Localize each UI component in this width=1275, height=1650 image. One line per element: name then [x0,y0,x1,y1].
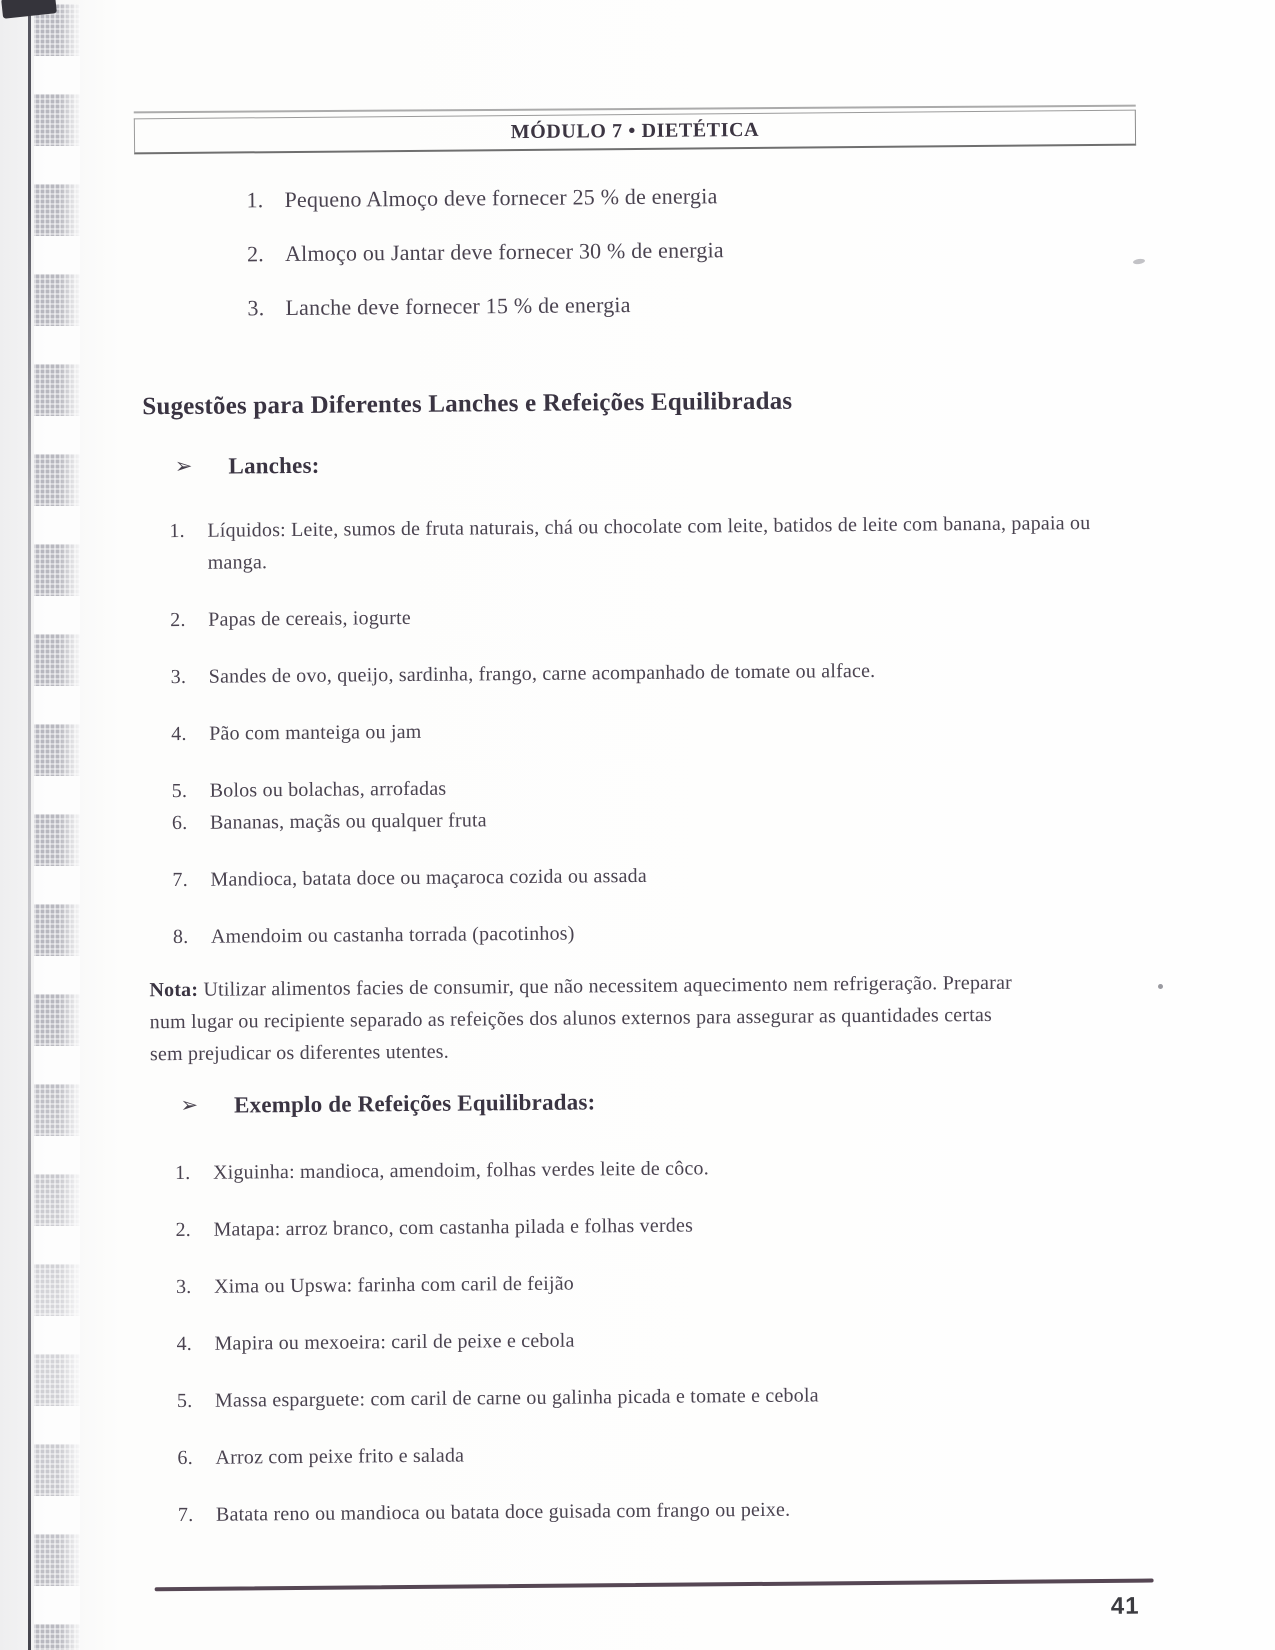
list-item [172,799,1097,839]
list-item-number: 2. [175,1218,192,1242]
list-item-text: Pequeno Almoço deve fornecer 25 % de energia [284,183,718,213]
arrow-bullet-icon: ➢ [180,1092,199,1117]
list-item [170,596,1095,636]
list-item-text: Pão com manteiga ou jam [209,720,422,745]
list-item-text: Almoço ou Jantar deve fornecer 30 % de energia [284,237,724,267]
list-item-number: 7. [172,868,188,892]
list-item-text: Papas de cereais, iogurte [208,606,411,631]
list-item [176,1263,1101,1303]
list-item-number: 2. [246,241,265,267]
list-item-number: 8. [172,925,189,949]
nota-line: num lugar ou recipiente separado as refeições dos alunos externos para assegurar as quantidades certas [149,1003,993,1034]
lanches-heading-label: Lanches: [228,452,320,479]
list-item-number: 5. [171,779,188,803]
list-item-text: Arroz com peixe frito e salada [215,1444,465,1469]
list-item-number: 4. [171,722,187,746]
nota-label: Nota: [149,978,199,1002]
list-item [247,233,1087,267]
list-item-text: Lanche deve fornecer 15 % de energia [285,292,631,321]
list-item-text: Batata reno ou mandioca ou batata doce guisada com frango ou peixe. [215,1498,791,1526]
list-item [247,287,1087,321]
list-item [175,1149,1100,1189]
list-item-number: 7. [177,1503,194,1527]
footer-rule [155,1579,1154,1592]
list-item [171,653,1096,693]
list-item-text: Matapa: arroz branco, com castanha pilada e folhas verdes [213,1214,694,1241]
energy-distribution-list [246,179,1087,348]
list-item-text: Bolos ou bolachas, arrofadas [209,777,447,802]
nota-paragraph [149,966,1110,1070]
list-item-text: Mandioca, batata doce ou maçaroca cozida ou assada [210,864,648,891]
list-item [172,856,1097,896]
page-number: 41 [1110,1592,1140,1620]
list-item-number: 3. [247,295,265,321]
lanches-list [169,507,1098,978]
arrow-bullet-icon: ➢ [174,453,193,479]
list-item [169,507,1095,579]
list-item-text: Xiguinha: mandioca, amendoim, folhas verdes leite de côco. [212,1157,709,1184]
list-item-number: 5. [176,1389,193,1413]
list-item-text: Líquidos: Leite, sumos de fruta naturais, chá ou chocolate com leite, batidos de leite com banana, papaia ou manga. [207,512,1091,574]
section-title: Sugestões para Diferentes Lanches e Refeições Equilibradas [142,387,793,421]
list-item [171,710,1096,750]
list-item-number: 1. [169,519,185,543]
page-title: MÓDULO 7 • DIETÉTICA [510,118,760,144]
list-item [177,1434,1102,1474]
list-item-number: 1. [174,1161,191,1185]
list-item-number: 4. [176,1332,193,1356]
exemplo-list [175,1149,1103,1556]
list-item [175,1206,1100,1246]
list-item [246,179,1086,213]
list-item-number: 6. [177,1446,194,1470]
exemplo-heading-label: Exemplo de Refeições Equilibradas: [233,1089,596,1118]
list-item-text: Massa esparguete: com caril de carne ou galinha picada e tomate e cebola [214,1384,819,1412]
list-item-number: 6. [171,811,188,835]
list-item-text: Sandes de ovo, queijo, sardinha, frango, carne acompanhado de tomate ou alface. [208,659,876,688]
list-item [173,913,1098,953]
list-item [177,1377,1102,1417]
list-item-number: 3. [175,1275,192,1299]
nota-line: sem prejudicar os diferentes utentes. [149,1040,450,1066]
list-item [176,1320,1101,1360]
list-item-text: Mapira ou mexoeira: caril de peixe e cebola [214,1329,575,1355]
list-item-text: Bananas, maçãs ou qualquer fruta [209,809,487,834]
header-box [134,110,1136,155]
list-item-number: 2. [170,608,186,632]
exemplo-heading [180,1089,595,1119]
list-item-number: 1. [246,187,264,213]
nota-text: Utilizar alimentos facies de consumir, que não necessitem aquecimento nem refrigeração. Preparar [203,971,1013,1001]
list-item-number: 3. [170,665,187,689]
lanches-heading [175,453,320,480]
list-item [178,1491,1103,1531]
list-item-text: Amendoim ou castanha torrada (pacotinhos) [210,922,575,948]
list-item-text: Xima ou Upswa: farinha com caril de feijão [213,1272,575,1298]
